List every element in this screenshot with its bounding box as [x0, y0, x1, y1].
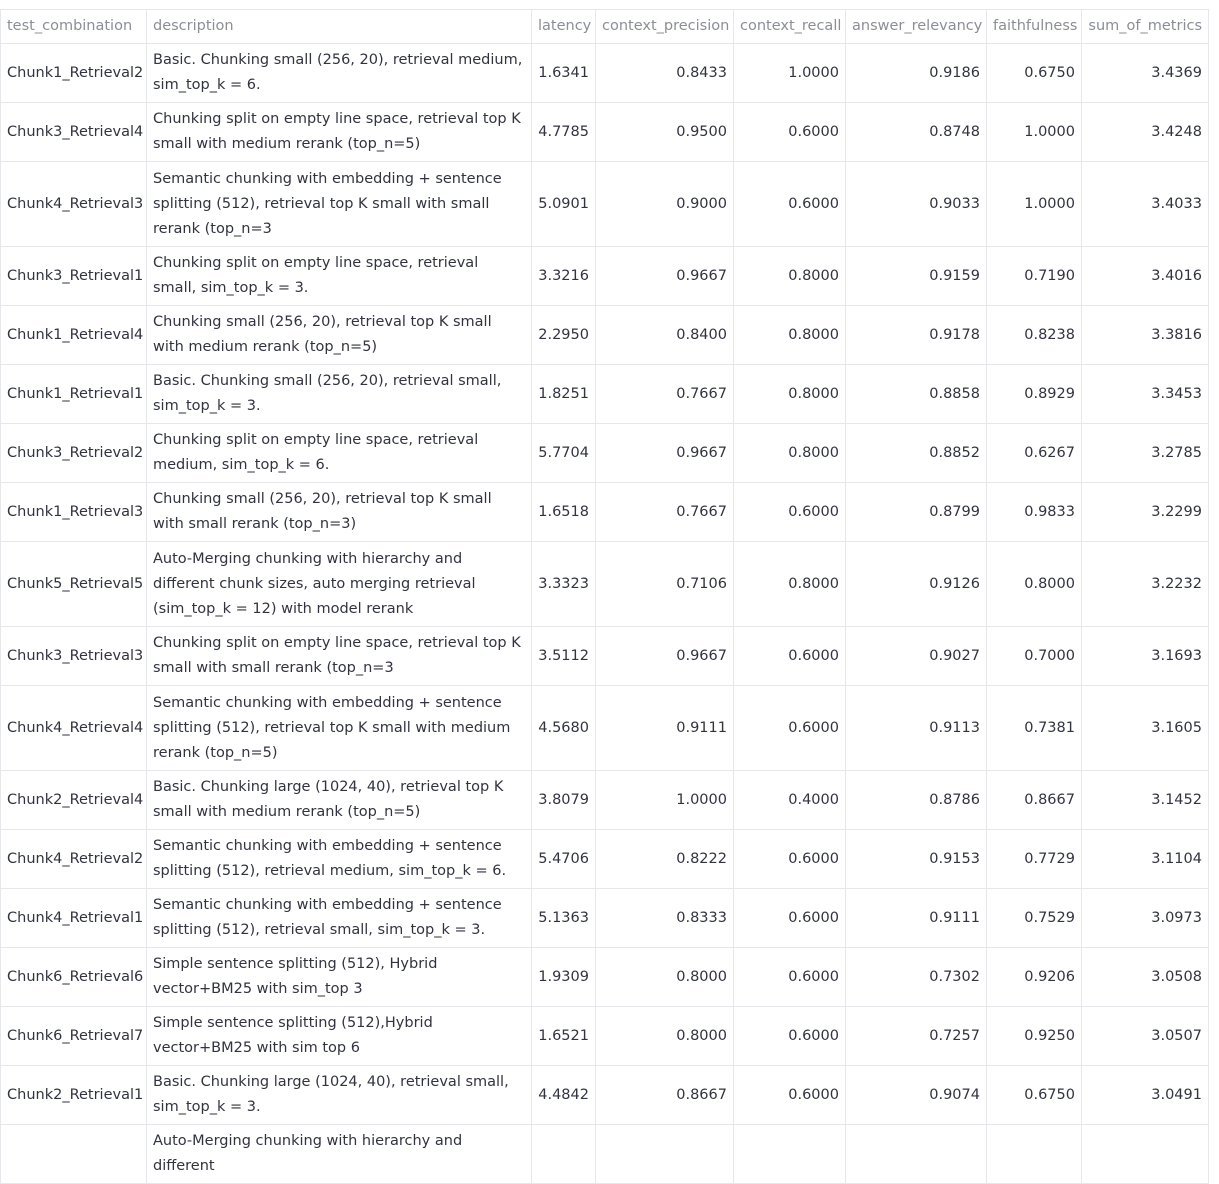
- cell-context-recall[interactable]: 0.6000: [734, 948, 846, 1007]
- cell-latency[interactable]: 5.1363: [532, 889, 596, 948]
- cell-sum-of-metrics[interactable]: 3.4016: [1082, 247, 1209, 306]
- table-row[interactable]: [1, 771, 1209, 830]
- cell-context-recall[interactable]: 0.6000: [734, 162, 846, 247]
- cell-context-recall[interactable]: 0.6000: [734, 830, 846, 889]
- cell-context-precision[interactable]: 0.9667: [596, 424, 734, 483]
- cell-sum-of-metrics[interactable]: 3.2299: [1082, 483, 1209, 542]
- cell-context-precision[interactable]: 0.8400: [596, 306, 734, 365]
- cell-test-combination[interactable]: Chunk4_Retrieval3: [1, 162, 147, 247]
- column-header-faithfulness[interactable]: faithfulness: [987, 10, 1082, 44]
- cell-context-precision[interactable]: 0.8222: [596, 830, 734, 889]
- cell-description[interactable]: Auto-Merging chunking with hierarchy and different: [147, 1125, 532, 1184]
- column-header-context-precision[interactable]: context_precision: [596, 10, 734, 44]
- cell-description[interactable]: Auto-Merging chunking with hierarchy and different chunk sizes, auto merging retrieval (sim_top_k = 12) with model rerank: [147, 542, 532, 627]
- cell-answer-relevancy[interactable]: 0.8799: [846, 483, 987, 542]
- cell-test-combination[interactable]: Chunk2_Retrieval1: [1, 1066, 147, 1125]
- cell-faithfulness[interactable]: 0.6267: [987, 424, 1082, 483]
- cell-faithfulness[interactable]: 0.7729: [987, 830, 1082, 889]
- cell-description[interactable]: Chunking split on empty line space, retrieval top K small with small rerank (top_n=3: [147, 627, 532, 686]
- cell-latency[interactable]: 5.0901: [532, 162, 596, 247]
- cell-answer-relevancy[interactable]: 0.9159: [846, 247, 987, 306]
- cell-faithfulness[interactable]: 0.8000: [987, 542, 1082, 627]
- table-row[interactable]: [1, 542, 1209, 627]
- cell-sum-of-metrics[interactable]: 3.0508: [1082, 948, 1209, 1007]
- cell-answer-relevancy[interactable]: 0.9027: [846, 627, 987, 686]
- cell-latency[interactable]: 1.8251: [532, 365, 596, 424]
- cell-latency[interactable]: 5.4706: [532, 830, 596, 889]
- cell-latency[interactable]: 1.6518: [532, 483, 596, 542]
- cell-latency[interactable]: 3.8079: [532, 771, 596, 830]
- cell-answer-relevancy[interactable]: 0.9111: [846, 889, 987, 948]
- cell-context-recall[interactable]: 0.8000: [734, 306, 846, 365]
- cell-context-precision[interactable]: 0.7667: [596, 483, 734, 542]
- cell-answer-relevancy[interactable]: 0.8748: [846, 103, 987, 162]
- cell-context-precision[interactable]: 0.8000: [596, 948, 734, 1007]
- table-body: [1, 44, 1209, 1184]
- cell-description[interactable]: Simple sentence splitting (512),Hybrid vector+BM25 with sim top 6: [147, 1007, 532, 1066]
- cell-test-combination[interactable]: Chunk5_Retrieval5: [1, 542, 147, 627]
- table-row[interactable]: [1, 247, 1209, 306]
- cell-context-recall[interactable]: 0.8000: [734, 365, 846, 424]
- table-row[interactable]: [1, 483, 1209, 542]
- cell-test-combination[interactable]: Chunk6_Retrieval7: [1, 1007, 147, 1066]
- cell-context-precision[interactable]: 1.0000: [596, 771, 734, 830]
- column-header-latency[interactable]: latency: [532, 10, 596, 44]
- cell-context-recall[interactable]: 0.6000: [734, 1066, 846, 1125]
- cell-faithfulness[interactable]: 0.6750: [987, 1066, 1082, 1125]
- cell-context-precision[interactable]: 0.7106: [596, 542, 734, 627]
- cell-faithfulness[interactable]: 0.7381: [987, 686, 1082, 771]
- cell-latency[interactable]: 1.6521: [532, 1007, 596, 1066]
- cell-description[interactable]: Chunking small (256, 20), retrieval top K small with small rerank (top_n=3): [147, 483, 532, 542]
- cell-context-precision[interactable]: 0.9500: [596, 103, 734, 162]
- cell-answer-relevancy[interactable]: 0.7302: [846, 948, 987, 1007]
- column-header-answer-relevancy[interactable]: answer_relevancy: [846, 10, 987, 44]
- cell-context-recall[interactable]: 0.8000: [734, 542, 846, 627]
- results-table: [0, 9, 1209, 1184]
- table-row[interactable]: [1, 424, 1209, 483]
- cell-answer-relevancy[interactable]: 0.7257: [846, 1007, 987, 1066]
- table-row[interactable]: [1, 948, 1209, 1007]
- cell-sum-of-metrics[interactable]: 3.4369: [1082, 44, 1209, 103]
- table-row[interactable]: [1, 830, 1209, 889]
- column-header-test-combination[interactable]: test_combination: [1, 10, 147, 44]
- cell-faithfulness[interactable]: 0.9833: [987, 483, 1082, 542]
- cell-context-recall[interactable]: 0.6000: [734, 686, 846, 771]
- cell-description[interactable]: Semantic chunking with embedding + sentence splitting (512), retrieval top K small with small rerank (top_n=3: [147, 162, 532, 247]
- cell-faithfulness[interactable]: 1.0000: [987, 103, 1082, 162]
- cell-context-precision[interactable]: 0.8667: [596, 1066, 734, 1125]
- cell-faithfulness[interactable]: 0.8238: [987, 306, 1082, 365]
- cell-answer-relevancy[interactable]: 0.9153: [846, 830, 987, 889]
- cell-context-recall[interactable]: 0.6000: [734, 483, 846, 542]
- cell-sum-of-metrics[interactable]: 3.2785: [1082, 424, 1209, 483]
- cell-answer-relevancy[interactable]: 0.8852: [846, 424, 987, 483]
- cell-test-combination[interactable]: Chunk3_Retrieval1: [1, 247, 147, 306]
- cell-answer-relevancy[interactable]: 0.8858: [846, 365, 987, 424]
- cell-latency[interactable]: 4.4842: [532, 1066, 596, 1125]
- cell-latency[interactable]: 3.3323: [532, 542, 596, 627]
- cell-test-combination[interactable]: Chunk2_Retrieval4: [1, 771, 147, 830]
- cell-sum-of-metrics[interactable]: 3.0491: [1082, 1066, 1209, 1125]
- cell-context-recall[interactable]: 0.6000: [734, 889, 846, 948]
- cell-answer-relevancy[interactable]: 0.9033: [846, 162, 987, 247]
- cell-sum-of-metrics[interactable]: 3.2232: [1082, 542, 1209, 627]
- cell-description[interactable]: Semantic chunking with embedding + sentence splitting (512), retrieval medium, sim_top_k = 6.: [147, 830, 532, 889]
- cell-description[interactable]: Basic. Chunking large (1024, 40), retrieval top K small with medium rerank (top_n=5): [147, 771, 532, 830]
- cell-test-combination[interactable]: Chunk4_Retrieval2: [1, 830, 147, 889]
- table-row[interactable]: [1, 1125, 1209, 1184]
- cell-context-recall[interactable]: 0.6000: [734, 103, 846, 162]
- cell-context-precision[interactable]: 0.8433: [596, 44, 734, 103]
- table-row[interactable]: [1, 1066, 1209, 1125]
- cell-answer-relevancy[interactable]: 0.8786: [846, 771, 987, 830]
- cell-latency[interactable]: 1.6341: [532, 44, 596, 103]
- cell-answer-relevancy[interactable]: 0.9126: [846, 542, 987, 627]
- cell-description[interactable]: Basic. Chunking small (256, 20), retrieval small, sim_top_k = 3.: [147, 365, 532, 424]
- cell-test-combination[interactable]: Chunk1_Retrieval4: [1, 306, 147, 365]
- cell-sum-of-metrics[interactable]: [1082, 1125, 1209, 1184]
- table-row[interactable]: [1, 889, 1209, 948]
- cell-faithfulness[interactable]: 0.6750: [987, 44, 1082, 103]
- cell-faithfulness[interactable]: [987, 1125, 1082, 1184]
- cell-context-recall[interactable]: 0.6000: [734, 1007, 846, 1066]
- cell-description[interactable]: Chunking split on empty line space, retrieval medium, sim_top_k = 6.: [147, 424, 532, 483]
- cell-latency[interactable]: 3.3216: [532, 247, 596, 306]
- cell-description[interactable]: Basic. Chunking large (1024, 40), retrieval small, sim_top_k = 3.: [147, 1066, 532, 1125]
- cell-answer-relevancy[interactable]: 0.9178: [846, 306, 987, 365]
- table-row[interactable]: [1, 627, 1209, 686]
- cell-faithfulness[interactable]: 0.9250: [987, 1007, 1082, 1066]
- cell-latency[interactable]: 1.9309: [532, 948, 596, 1007]
- cell-description[interactable]: Chunking split on empty line space, retrieval small, sim_top_k = 3.: [147, 247, 532, 306]
- cell-context-precision[interactable]: 0.9000: [596, 162, 734, 247]
- cell-test-combination[interactable]: Chunk1_Retrieval1: [1, 365, 147, 424]
- cell-latency[interactable]: 4.7785: [532, 103, 596, 162]
- table-row[interactable]: [1, 686, 1209, 771]
- cell-description[interactable]: Chunking small (256, 20), retrieval top K small with medium rerank (top_n=5): [147, 306, 532, 365]
- cell-context-recall[interactable]: 1.0000: [734, 44, 846, 103]
- cell-context-precision[interactable]: 0.9111: [596, 686, 734, 771]
- cell-test-combination[interactable]: Chunk4_Retrieval4: [1, 686, 147, 771]
- cell-context-precision[interactable]: 0.7667: [596, 365, 734, 424]
- column-header-sum-of-metrics[interactable]: sum_of_metrics: [1082, 10, 1209, 44]
- table-row[interactable]: [1, 365, 1209, 424]
- cell-context-recall[interactable]: 0.8000: [734, 247, 846, 306]
- cell-sum-of-metrics[interactable]: 3.1452: [1082, 771, 1209, 830]
- cell-sum-of-metrics[interactable]: 3.3453: [1082, 365, 1209, 424]
- cell-test-combination[interactable]: Chunk1_Retrieval2: [1, 44, 147, 103]
- cell-faithfulness[interactable]: 0.7190: [987, 247, 1082, 306]
- table-row[interactable]: [1, 103, 1209, 162]
- cell-faithfulness[interactable]: 0.7000: [987, 627, 1082, 686]
- cell-answer-relevancy[interactable]: 0.9113: [846, 686, 987, 771]
- cell-sum-of-metrics[interactable]: 3.0507: [1082, 1007, 1209, 1066]
- cell-context-precision[interactable]: 0.9667: [596, 627, 734, 686]
- column-header-context-recall[interactable]: context_recall: [734, 10, 846, 44]
- cell-sum-of-metrics[interactable]: 3.1693: [1082, 627, 1209, 686]
- cell-sum-of-metrics[interactable]: 3.4248: [1082, 103, 1209, 162]
- cell-latency[interactable]: [532, 1125, 596, 1184]
- header-row: [1, 10, 1209, 44]
- cell-context-precision[interactable]: 0.8000: [596, 1007, 734, 1066]
- cell-context-recall[interactable]: 0.8000: [734, 424, 846, 483]
- cell-sum-of-metrics[interactable]: 3.1605: [1082, 686, 1209, 771]
- table-row[interactable]: [1, 44, 1209, 103]
- cell-latency[interactable]: 5.7704: [532, 424, 596, 483]
- cell-sum-of-metrics[interactable]: 3.1104: [1082, 830, 1209, 889]
- cell-answer-relevancy[interactable]: 0.9186: [846, 44, 987, 103]
- cell-test-combination[interactable]: [1, 1125, 147, 1184]
- results-dataframe[interactable]: [0, 9, 1208, 1174]
- cell-latency[interactable]: 4.5680: [532, 686, 596, 771]
- cell-test-combination[interactable]: Chunk3_Retrieval2: [1, 424, 147, 483]
- cell-sum-of-metrics[interactable]: 3.3816: [1082, 306, 1209, 365]
- cell-latency[interactable]: 3.5112: [532, 627, 596, 686]
- cell-faithfulness[interactable]: 0.8667: [987, 771, 1082, 830]
- column-header-description[interactable]: description: [147, 10, 532, 44]
- cell-description[interactable]: Semantic chunking with embedding + sentence splitting (512), retrieval small, sim_top_k = 3.: [147, 889, 532, 948]
- cell-test-combination[interactable]: Chunk3_Retrieval3: [1, 627, 147, 686]
- cell-answer-relevancy[interactable]: [846, 1125, 987, 1184]
- cell-description[interactable]: Semantic chunking with embedding + sentence splitting (512), retrieval top K small with medium rerank (top_n=5): [147, 686, 532, 771]
- cell-faithfulness[interactable]: 1.0000: [987, 162, 1082, 247]
- cell-latency[interactable]: 2.2950: [532, 306, 596, 365]
- cell-context-precision[interactable]: 0.9667: [596, 247, 734, 306]
- cell-context-precision[interactable]: [596, 1125, 734, 1184]
- cell-test-combination[interactable]: Chunk4_Retrieval1: [1, 889, 147, 948]
- cell-test-combination[interactable]: Chunk1_Retrieval3: [1, 483, 147, 542]
- table-row[interactable]: [1, 162, 1209, 247]
- cell-context-recall[interactable]: 0.6000: [734, 627, 846, 686]
- cell-faithfulness[interactable]: 0.7529: [987, 889, 1082, 948]
- cell-context-recall[interactable]: 0.4000: [734, 771, 846, 830]
- cell-test-combination[interactable]: Chunk3_Retrieval4: [1, 103, 147, 162]
- cell-sum-of-metrics[interactable]: 3.4033: [1082, 162, 1209, 247]
- cell-faithfulness[interactable]: 0.9206: [987, 948, 1082, 1007]
- cell-description[interactable]: Simple sentence splitting (512), Hybrid vector+BM25 with sim_top 3: [147, 948, 532, 1007]
- table-row[interactable]: [1, 306, 1209, 365]
- cell-description[interactable]: Basic. Chunking small (256, 20), retrieval medium, sim_top_k = 6.: [147, 44, 532, 103]
- cell-description[interactable]: Chunking split on empty line space, retrieval top K small with medium rerank (top_n=5): [147, 103, 532, 162]
- cell-context-precision[interactable]: 0.8333: [596, 889, 734, 948]
- table-row[interactable]: [1, 1007, 1209, 1066]
- cell-test-combination[interactable]: Chunk6_Retrieval6: [1, 948, 147, 1007]
- cell-context-recall[interactable]: [734, 1125, 846, 1184]
- cell-answer-relevancy[interactable]: 0.9074: [846, 1066, 987, 1125]
- cell-sum-of-metrics[interactable]: 3.0973: [1082, 889, 1209, 948]
- cell-faithfulness[interactable]: 0.8929: [987, 365, 1082, 424]
